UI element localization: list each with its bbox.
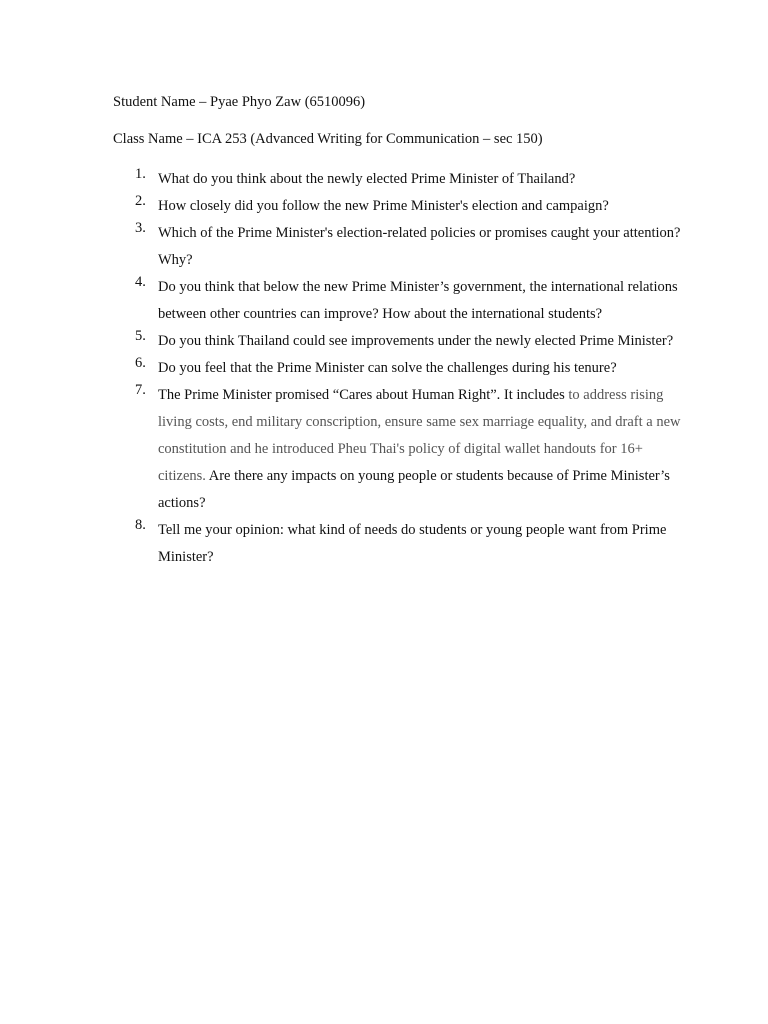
question-text: Do you think that below the new Prime Minister’s government, the international relations between other countries can improve? How about the international students?: [158, 279, 678, 322]
question-text-part-muted: to address rising living costs, end military conscription, ensure same sex marriage equality, and draft a new constitution and he introduced Pheu Thai's policy of digital wallet handouts for 16+ citizens.: [158, 387, 681, 484]
item-number: 3.: [135, 220, 146, 236]
list-item: [113, 355, 693, 382]
item-number: 7.: [135, 382, 146, 398]
item-number: 8.: [135, 517, 146, 533]
question-text: How closely did you follow the new Prime Minister's election and campaign?: [158, 198, 609, 214]
list-item: [113, 166, 693, 193]
list-item: [113, 517, 693, 571]
student-name-line: Student Name – Pyae Phyo Zaw (6510096): [113, 94, 366, 110]
question-list: [113, 166, 693, 571]
list-item: [113, 328, 693, 355]
question-text: What do you think about the newly elected Prime Minister of Thailand?: [158, 171, 576, 187]
question-text: Tell me your opinion: what kind of needs do students or young people want from Prime Minister?: [158, 522, 667, 565]
question-text: Do you think Thailand could see improvements under the newly elected Prime Minister?: [158, 333, 674, 349]
question-text-part: The Prime Minister promised “Cares about Human Right”. It includes: [158, 387, 569, 403]
question-text-part: Are there any impacts on young people or students because of Prime Minister’s actions?: [158, 468, 670, 511]
list-item: [113, 382, 693, 517]
list-item: [113, 193, 693, 220]
class-name-line: Class Name – ICA 253 (Advanced Writing for Communication – sec 150): [113, 131, 543, 147]
list-item: [113, 220, 693, 274]
question-text: Do you feel that the Prime Minister can solve the challenges during his tenure?: [158, 360, 617, 376]
list-item: [113, 274, 693, 328]
item-number: 1.: [135, 166, 146, 182]
item-number: 2.: [135, 193, 146, 209]
question-text: Which of the Prime Minister's election-related policies or promises caught your attention? Why?: [158, 225, 681, 268]
item-number: 5.: [135, 328, 146, 344]
item-number: 6.: [135, 355, 146, 371]
question-text: [158, 382, 693, 517]
item-number: 4.: [135, 274, 146, 290]
